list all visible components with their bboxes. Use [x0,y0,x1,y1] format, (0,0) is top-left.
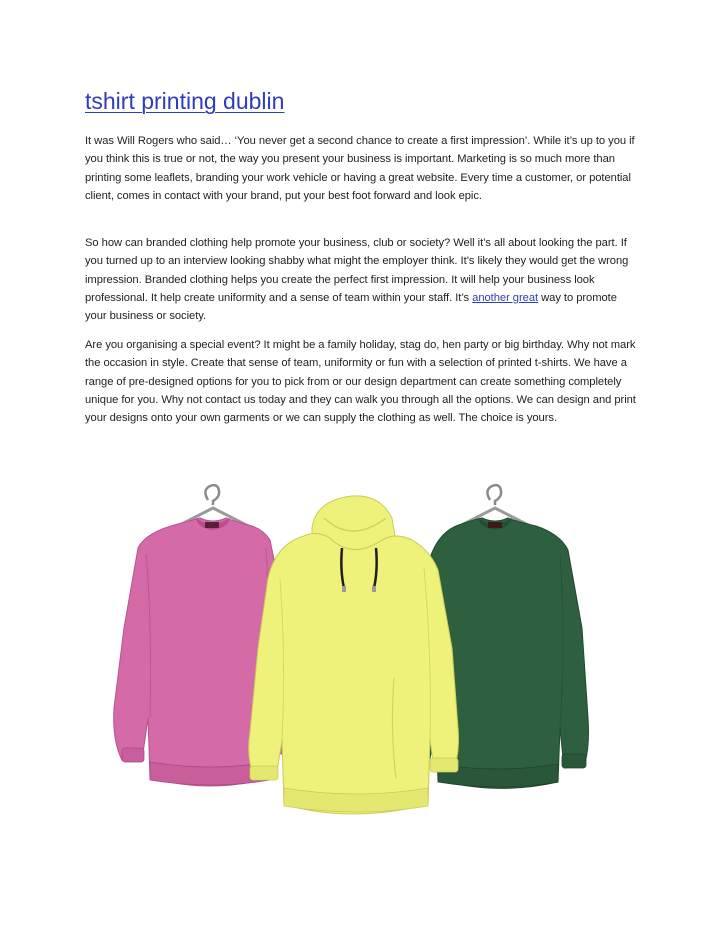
paragraph-text: way to promote your business or society. [85,291,617,323]
paragraph-special-event: Are you organising a special event? It might be a family holiday, stag do, hen party or big birthday. Why not mark the occasion in style. Create that sense of team, uniformity or fun with a selection of printed t-shirts. We have a range of pre-designed options for you to pick from or our design department can create something completely unique for you. Why not contact us today and they can walk you through all the options. We can design and print your designs onto your own garments or we can supply the clothing as well. The choice is yours. [85,339,636,425]
hanger-icon [487,485,501,505]
page-title-link[interactable]: tshirt printing dublin [85,88,285,114]
another-great-link[interactable]: another great [472,291,539,304]
paragraph-intro: It was Will Rogers who said… ‘You never get a second chance to create a first impression’. While it’s up to you if you think this is true or not, the way you present your business is important. Marketing is so much more than printing some leaflets, branding your work vehicle or having a great website. Every time a customer, or potential client, comes in contact with your brand, put your best foot forward and look epic. [85,135,635,202]
garments-photo [90,478,650,838]
paragraph-text: So how can branded clothing help promote your business, club or society? Well it’s all about looking the part. If you turned up to an interview looking shabby what might the employer think. It’s likely they would get the wrong impression. Branded clothing helps you create the perfect first impression. It will help your business look professional. It help create uniformity and a sense of team within your staff. It’s [85,237,629,304]
yellow-hoodie-body [249,533,459,814]
paragraph-branded-clothing [85,234,637,325]
yellow-hoodie [249,496,459,814]
hanger-icon [205,485,219,505]
